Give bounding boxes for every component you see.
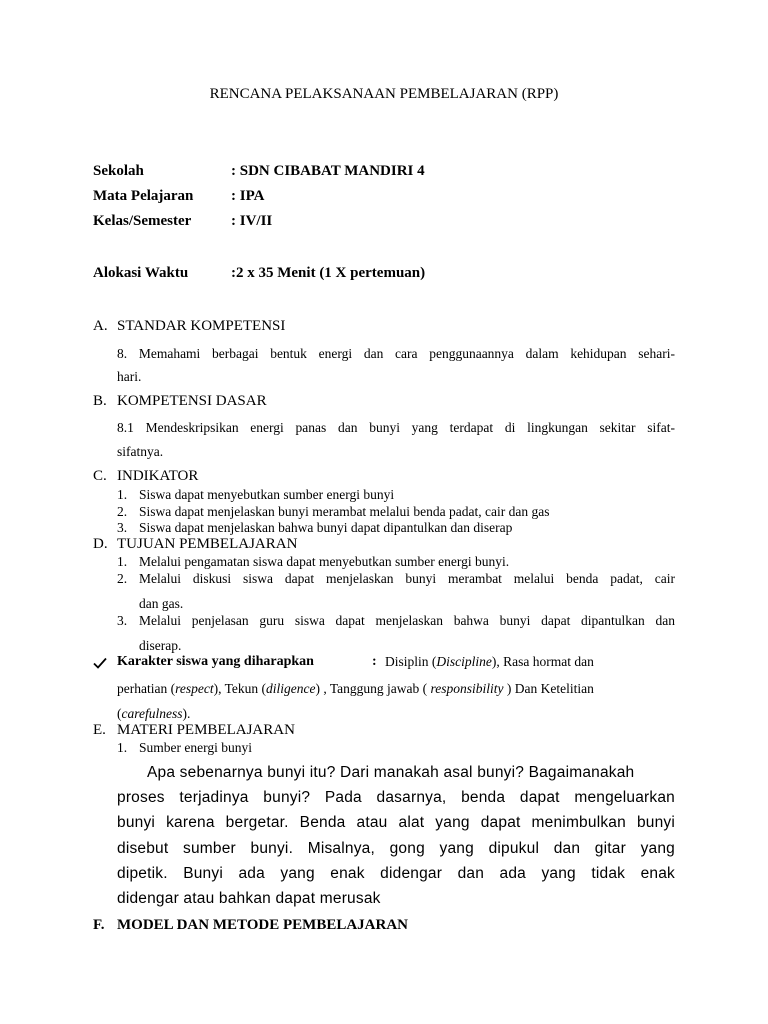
section-b-text-line1: 8.1 Mendeskripsikan energi panas dan bunyi yang terdapat di lingkungan sekitar sifat- [117,420,675,435]
document-title: RENCANA PELAKSANAAN PEMBELAJARAN (RPP) [209,86,559,102]
materi-paragraph-line: disebut sumber bunyi. Misalnya, gong yang dipukul dan gitar yang [117,840,675,857]
tujuan-item: Melalui pengamatan siswa dapat menyebutkan sumber energi bunyi. [139,554,510,569]
indikator-number: 1. [117,487,128,502]
checkmark-icon [93,657,107,669]
section-f-letter: F. [93,917,105,933]
section-a-text-line1: 8. Memahami berbagai bentuk energi dan cara penggunaannya dalam kehidupan sehari- [117,346,675,361]
tujuan-item-line2: dan gas. [139,596,184,611]
tujuan-item-line2: diserap. [139,638,182,653]
section-e-letter: E. [93,722,106,738]
info-label-sekolah: Sekolah [93,163,144,179]
tujuan-number: 1. [117,554,128,569]
karakter-colon: : [372,654,377,669]
karakter-line1: Disiplin (Discipline), Rasa hormat dan [385,654,594,669]
info-value-alokasi-waktu: :2 x 35 Menit (1 X pertemuan) [231,265,426,281]
section-a-title: STANDAR KOMPETENSI [117,318,286,334]
section-c-letter: C. [93,468,107,484]
karakter-line2: perhatian (respect), Tekun (diligence) , Tanggung jawab ( responsibility ) Dan Ketelitian [117,681,594,696]
materi-number: 1. [117,740,128,755]
indikator-item: Siswa dapat menjelaskan bahwa bunyi dapat dipantulkan dan diserap [139,520,513,535]
info-label-mata-pelajaran: Mata Pelajaran [93,188,194,204]
info-value-sekolah: : SDN CIBABAT MANDIRI 4 [231,163,425,179]
info-value-mata-pelajaran: : IPA [231,188,265,204]
indikator-number: 2. [117,504,128,519]
section-e-title: MATERI PEMBELAJARAN [117,722,295,738]
indikator-item: Siswa dapat menyebutkan sumber energi bunyi [139,487,395,502]
section-b-text-line2: sifatnya. [117,444,164,459]
materi-item: Sumber energi bunyi [139,740,252,755]
info-label-kelas-semester: Kelas/Semester [93,213,192,229]
section-d-title: TUJUAN PEMBELAJARAN [117,536,298,552]
section-a-text-line2: hari. [117,369,142,384]
karakter-label: Karakter siswa yang diharapkan [117,654,314,669]
tujuan-item-line1: Melalui penjelasan guru siswa dapat menjelaskan bahwa bunyi dapat dipantulkan dan [139,613,675,628]
tujuan-number: 2. [117,571,128,586]
materi-paragraph-line: didengar atau bahkan dapat merusak [117,890,381,907]
section-d-letter: D. [93,536,108,552]
section-f-title: MODEL DAN METODE PEMBELAJARAN [117,917,408,933]
info-label-alokasi-waktu: Alokasi Waktu [93,265,189,281]
tujuan-item-line1: Melalui diskusi siswa dapat menjelaskan bunyi merambat melalui benda padat, cair [139,571,675,586]
materi-paragraph-line: bunyi karena bergetar. Benda atau alat yang dapat menimbulkan bunyi [117,814,675,831]
section-a-letter: A. [93,318,108,334]
materi-paragraph-line: dipetik. Bunyi ada yang enak didengar dan ada yang tidak enak [117,865,675,882]
indikator-number: 3. [117,520,128,535]
info-value-kelas-semester: : IV/II [231,213,273,229]
tujuan-number: 3. [117,613,128,628]
section-c-title: INDIKATOR [117,468,199,484]
section-b-title: KOMPETENSI DASAR [117,393,267,409]
materi-paragraph-line: proses terjadinya bunyi? Pada dasarnya, benda dapat mengeluarkan [117,789,675,806]
indikator-item: Siswa dapat menjelaskan bunyi merambat melalui benda padat, cair dan gas [139,504,550,519]
materi-paragraph-line: Apa sebenarnya bunyi itu? Dari manakah asal bunyi? Bagaimanakah [147,764,635,781]
karakter-line3: (carefulness). [117,706,191,721]
section-b-letter: B. [93,393,107,409]
